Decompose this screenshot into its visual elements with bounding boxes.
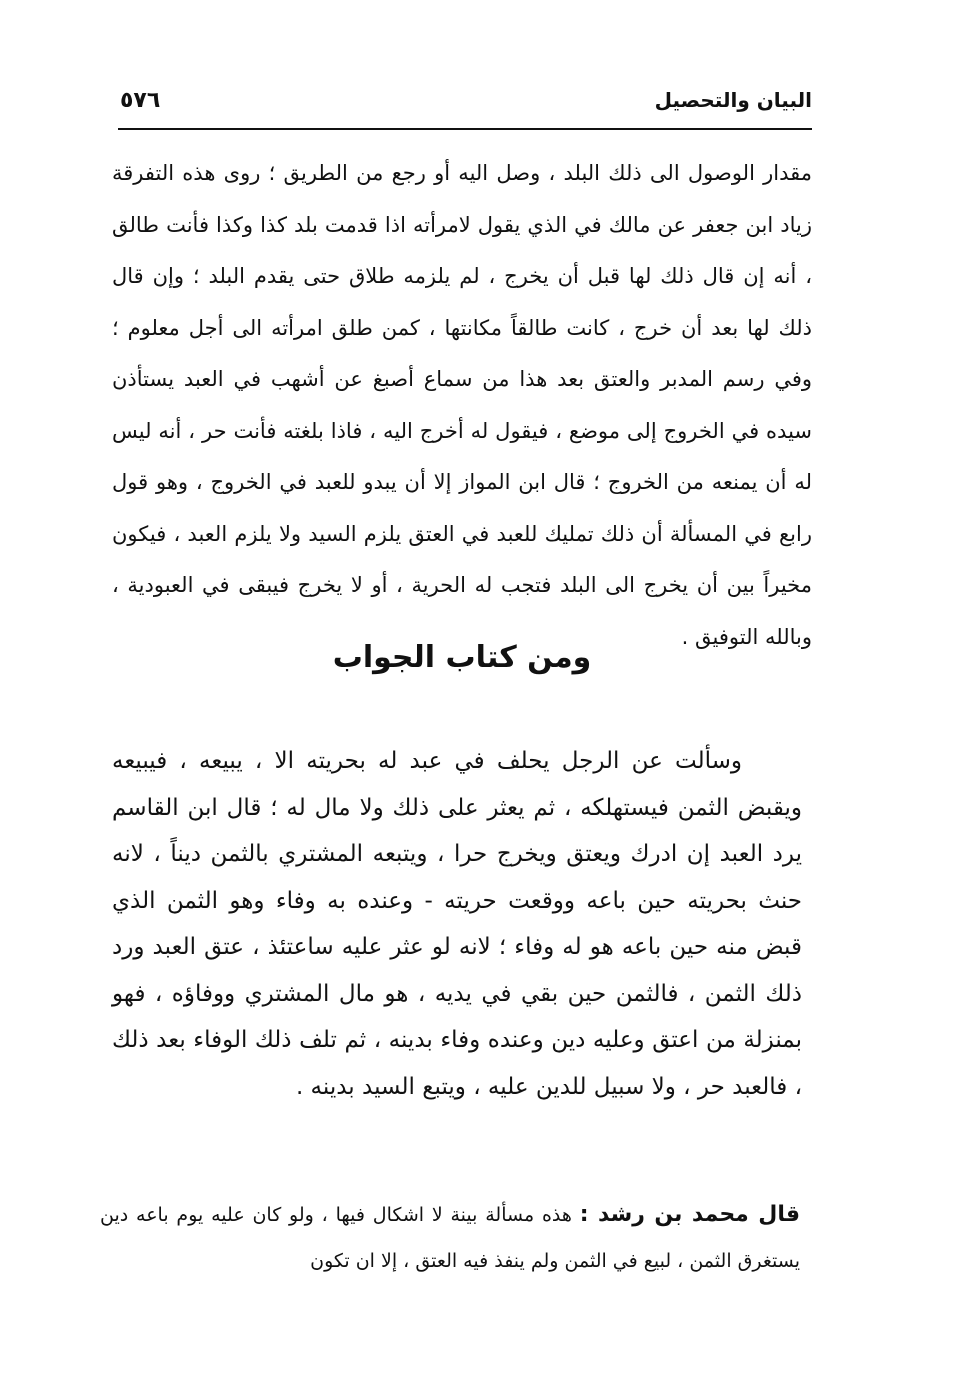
paragraph-question-text: وسألت عن الرجل يحلف في عبد له بحريته الا ، يبيعه ، فيبيعه ويقبض الثمن فيستهلكه ، ثم يعثر على ذلك ولا مال له ؛ قال ابن القاسم يرد العبد إن ادرك ويعتق ويخرج حرا ، ويتبعه المشتري بالثمن ديناً ، لانه حنث بحريته حين باعه ووقعت حريته - وعنده به وفاء وهو الثمن الذي قبض منه حين باعه هو له وفاء ؛ لانه لو عثر عليه ساعتئذ ، عتق العبد ورد ذلك الثمن ، فالثمن حين بقي في يديه ، هو مال المشتري ووفاؤه ، فهو بمنزلة من اعتق وعليه دين وعنده وفاء بدينه ، ثم تلف ذلك الوفاء بعد ذلك ، فالعبد حر ، ولا سبيل للدين عليه ، ويتبع السيد بدينه . [112,748,802,1100]
page-header [112,84,812,120]
page-number: ٥٧٦ [120,88,161,113]
speaker-label: قال محمد بن رشد : [579,1202,800,1227]
header-rule [118,128,812,130]
paragraph-top [112,148,812,663]
section-heading: ومن كتاب الجواب [332,640,592,675]
paragraph-top-text: مقدار الوصول الى ذلك البلد ، وصل اليه أو رجع من الطريق ؛ روى هذه التفرقة زياد ابن جعفر عن مالك في الذي يقول لامرأته اذا قدمت بلد كذا وكذا فأنت طالق ، أنه إن قال ذلك لها قبل أن يخرج ، لم يلزمه طلاق حتى يقدم البلد ؛ وإن قال ذلك لها بعد أن خرج ، كانت طالقاً مكانتها ، كمن طلق امرأته الى أجل معلوم ؛ وفي رسم المدبر والعتق بعد هذا من سماع أصبغ عن أشهب في العبد يستأذن سيده في الخروج إلى موضع ، فيقول له أخرج اليه ، فاذا بلغته فأنت حر ، أنه ليس له أن يمنعه من الخروج ؛ قال ابن المواز إلا أن يبدو للعبد في الخروج ، وهو قول رابع في المسألة أن ذلك تمليك للعبد في العتق يلزم السيد ولا يلزم العبد ، فيكون مخيراً بين أن يخرج الى البلد فتجب له الحرية ، أو لا يخرج فيبقى في العبودية ، وبالله التوفيق . [112,161,812,649]
paragraph-answer-text: هذه مسألة بينة لا اشكال فيها ، ولو كان عليه يوم باعه دين يستغرق الثمن ، لبيع في الثمن ولم ينفذ فيه العتق ، إلا ان تكون [100,1204,800,1272]
paragraph-question [112,738,802,1110]
paragraph-answer-body [100,1192,800,1284]
running-title: البيان والتحصيل [654,88,812,112]
paragraph-answer [100,1192,800,1284]
